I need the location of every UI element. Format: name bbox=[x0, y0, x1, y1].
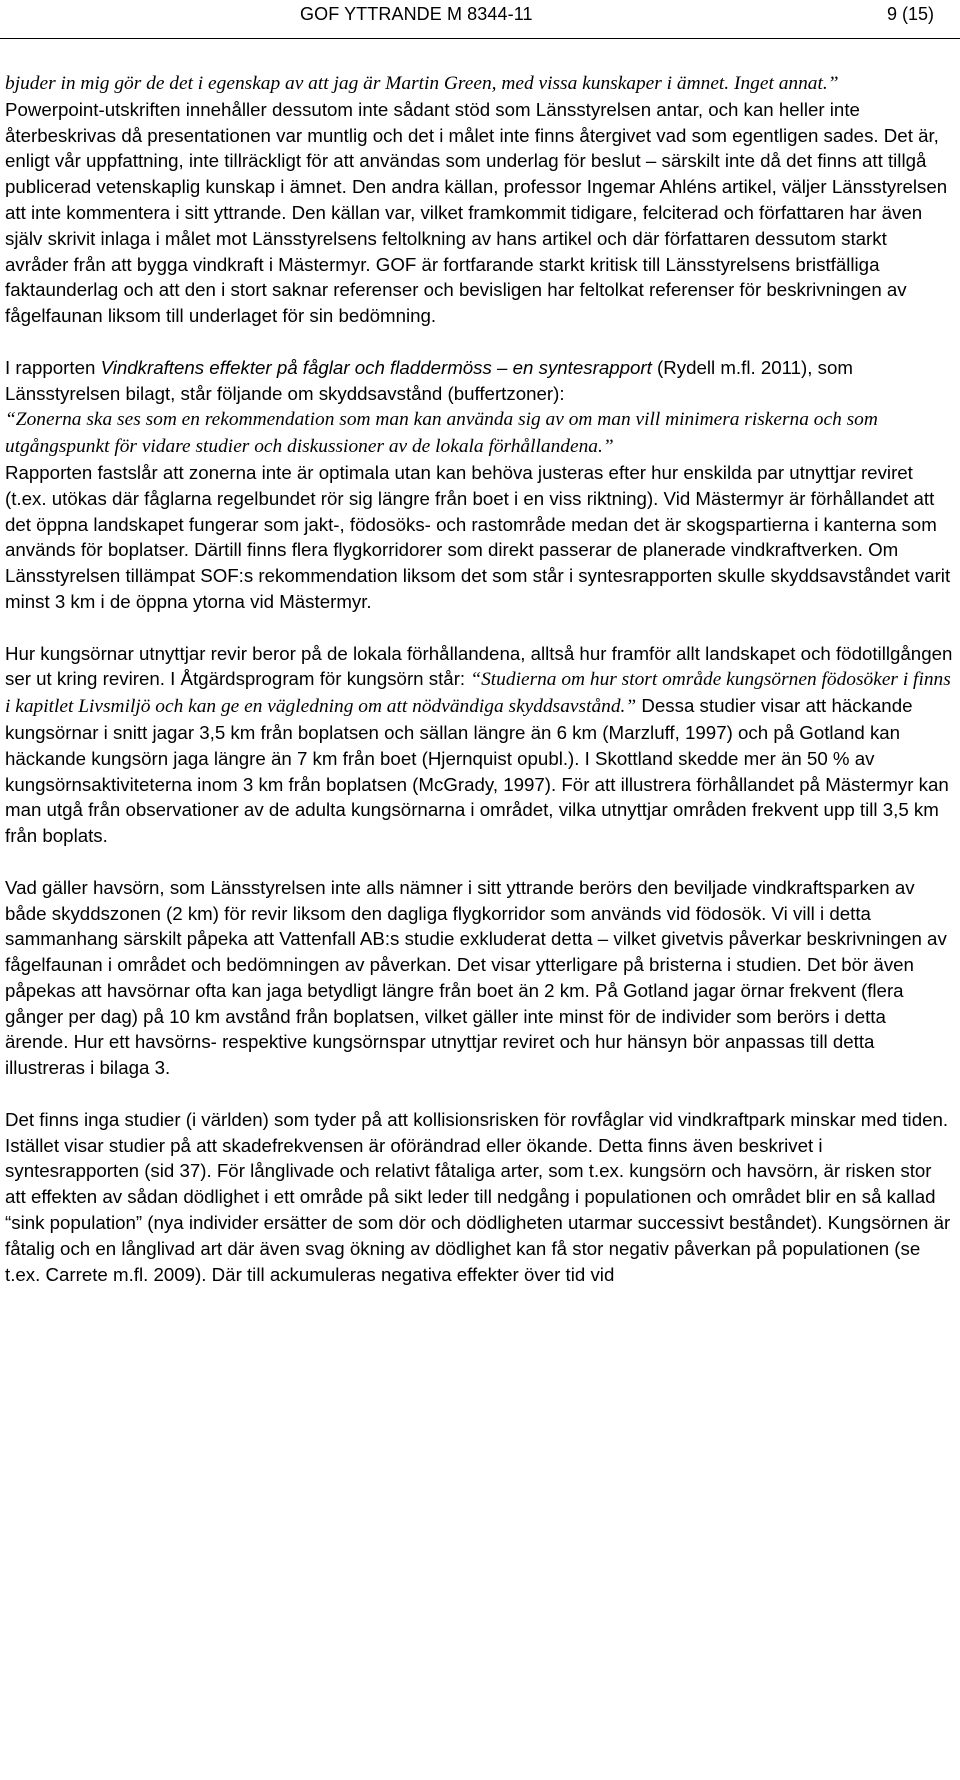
paragraph-spacer bbox=[5, 849, 953, 875]
paragraph-spacer bbox=[5, 1081, 953, 1107]
document-title: GOF YTTRANDE M 8344-11 bbox=[300, 4, 533, 24]
page-number: 9 (15) bbox=[887, 4, 935, 24]
paragraph-spacer bbox=[5, 329, 953, 355]
report-title: Vindkraftens effekter på fåglar och fladdermöss – en syntesrapport bbox=[100, 356, 652, 378]
paragraph-text: (Rydell m.fl. 2011), som Länsstyrelsen bilagt, står följande om skyddsavstånd (buffertzoner): bbox=[5, 356, 853, 404]
paragraph-rest: Rapporten fastslår att zonerna inte är optimala utan kan behöva justeras efter hur enskilda par utnyttjar reviret (t.ex. utökas där fåglarna regelbundet rör sig längre från boet i en viss riktning). Vid Mästermyr är förhållandet att det öppna landskapet fungerar som jakt-, födosöks- och rastområde medan det är skogspartierna i kanterna som används för boplatser. Därtill finns flera flygkorridorer som direkt passerar de planerade vindkraftverken. Om Länsstyrelsen tillämpat SOF:s rekommendation liksom det som står i syntesrapporten skulle skyddsavståndet varit minst 3 km i de öppna ytorna vid Mästermyr. bbox=[5, 461, 951, 612]
paragraph-text: Hur kungsörnar utnyttjar revir beror på de lokala förhållandena, alltså hur framför allt landskapet och födotillgången ser ut kring reviren. I Åtgärdsprogram för kungsörn står: bbox=[5, 642, 953, 690]
paragraph-spacer bbox=[5, 615, 953, 641]
quote-zonerna: “Zonerna ska ses som en rekommendation som man kan använda sig av om man vill minimera riskerna och som utgångspunkt för vidare studier och diskussioner av de lokala förhållandena.” bbox=[5, 409, 878, 458]
header-divider bbox=[0, 38, 960, 39]
paragraph-text: Powerpoint-utskriften innehåller dessutom inte sådant stöd som Länsstyrelsen antar, och kan heller inte återbeskrivas då presentationen var muntlig och det i målet inte finns återgivet vad som egentligen sades. Det är, enligt vår uppfattning, inte tillräckligt för att användas som underlag för beslut – särskilt inte då det finns att tillgå publicerad vetenskaplig kunskap i ämnet. Den andra källan, professor Ingemar Ahléns artikel, väljer Länsstyrelsen att inte kommentera i sitt yttrande. Den källan var, vilket framkommit tidigare, felciterad och författaren har även själv skrivit inlaga i målet mot Länsstyrelsens feltolkning av hans artikel och där författaren dessutom starkt avråder från att bygga vindkraft i Mästermyr. GOF är fortfarande starkt kritisk till Länsstyrelsens bristfälliga faktaunderlag och att den i stort saknar referenser och bevisligen har feltolkat referenser för beskrivningen av fågelfaunan liksom till underlaget för sin bedömning. bbox=[5, 98, 948, 327]
paragraph-havsorn: Vad gäller havsörn, som Länsstyrelsen inte alls nämner i sitt yttrande berörs den beviljade vindkraftsparken av både skyddszonen (2 km) för revir liksom den dagliga flygkorridor som används vid födosök. Vi vill i detta sammanhang särskilt påpeka att Vattenfall AB:s studie exkluderat detta – vilket givetvis påverkar beskrivningen av fågelfaunan i området och bedömningen av påverkan. Det visar ytterligare på bristerna i studien. Det bör även påpekas att havsörnar ofta kan jaga betydligt längre från boet än 2 km. På Gotland jagar örnar frekvent (flera gånger per dag) på 10 km avstånd från boplatsen, vilket gäller inte minst för de individer som berörs i detta ärende. Hur ett havsörns- respektive kungsörnspar utnyttjar reviret och hur hänsyn bör anpassas till detta illustreras i bilaga 3. bbox=[5, 876, 947, 1079]
quote-martin-green: bjuder in mig gör de det i egenskap av att jag är Martin Green, med vissa kunskaper i ämnet. Inget annat.” bbox=[5, 73, 839, 94]
paragraph-powerpoint bbox=[5, 70, 953, 329]
page-header bbox=[0, 0, 960, 44]
paragraph-kollisionsrisk: Det finns inga studier (i världen) som tyder på att kollisionsrisken för rovfåglar vid vindkraftpark minskar med tiden. Istället visar studier på att skadefrekvensen är oförändrad eller ökande. Detta finns även beskrivet i syntesrapporten (sid 37). För långlivade och relativt fåtaliga arter, som t.ex. kungsörn och havsörn, är risken stor att effekten av sådan dödlighet i ett område på sikt leder till nedgång i populationen och området blir en så kallad “sink population” (nya individer ersätter de som dör och dödligheten utarmar successivt beståndet). Kungsörnen är fåtalig och en långlivad art där även svag ökning av dödlighet kan få stor negativ påverkan på populationen (se t.ex. Carrete m.fl. 2009). Där till ackumuleras negativa effekter över tid vid bbox=[5, 1108, 951, 1285]
paragraph-rest: Dessa studier visar att häckande kungsörnar i snitt jagar 3,5 km från boplatsen och sällan längre än 6 km (Marzluff, 1997) och på Gotland kan häckande kungsörn jaga längre än 7 km från boet (Hjernquist opubl.). I Skottland skedde mer än 50 % av kungsörnsaktiviteterna inom 3 km från boplatsen (McGrady, 1997). För att illustrera förhållandet på Mästermyr kan man utgå från observationer av de adulta kungsörnarna i området, vilka utnyttjar områden frekvent upp till 3,5 km från boplats. bbox=[5, 695, 949, 847]
document-body bbox=[5, 70, 953, 1287]
quote-studierna: “Studierna om hur stort område kungsörnen födosöker i finns i kapitlet Livsmiljö och kan ge en vägledning om att nödvändiga skyddsavstånd.” bbox=[5, 669, 951, 718]
paragraph-syntesrapport bbox=[5, 355, 953, 615]
paragraph-intro: I rapporten bbox=[5, 356, 101, 378]
paragraph-kungsorn bbox=[5, 641, 953, 849]
